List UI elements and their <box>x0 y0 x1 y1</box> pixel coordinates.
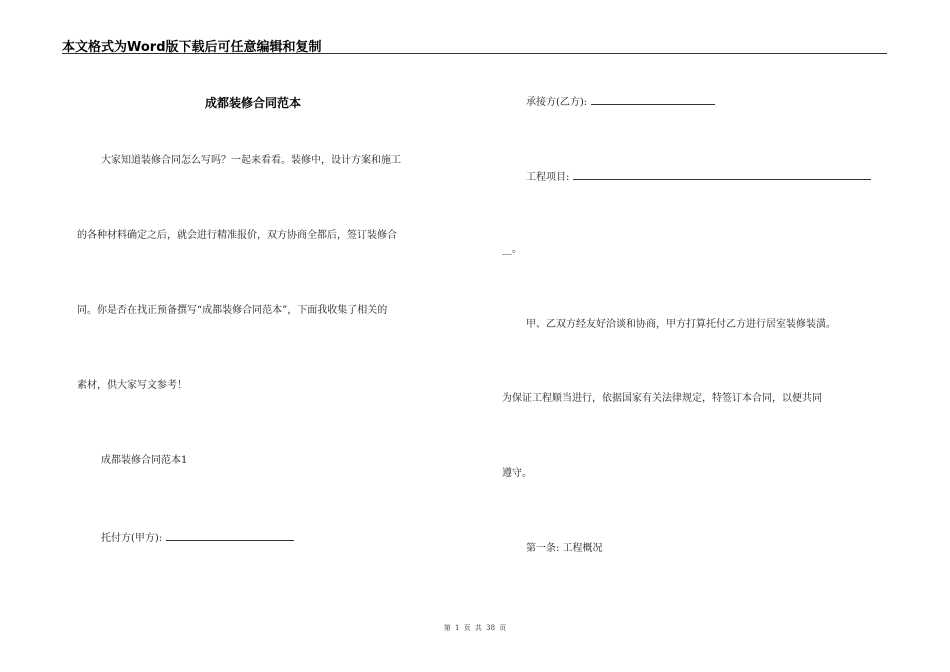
footer-current-page: 1 <box>454 624 460 632</box>
section-subtitle: 成都装修合同范本1 <box>101 455 188 466</box>
footer-total-word: 共 <box>474 624 482 632</box>
party-a-field <box>101 530 294 545</box>
paragraph-line: 大家知道装修合同怎么写吗？一起来看看。装修中，设计方案和施工 <box>101 155 401 166</box>
party-a-blank <box>166 530 294 541</box>
page-header: 本文格式为Word版下载后可任意编辑和复制 <box>62 40 322 55</box>
party-b-field <box>526 94 715 109</box>
party-b-blank <box>591 94 715 105</box>
article-heading: 第一条: 工程概况 <box>526 543 603 554</box>
project-tail: __。 <box>502 244 522 255</box>
party-a-label: 托付方(甲方): <box>101 533 163 544</box>
page-footer <box>0 623 950 633</box>
paragraph-line: 的各种材料确定之后，就会进行精准报价，双方协商全都后，签订装修合 <box>77 230 397 241</box>
header-rule <box>62 53 887 54</box>
footer-prefix: 第 <box>443 624 451 632</box>
paragraph-line: 同。你是否在找正预备撰写“成都装修合同范本”，下面我收集了相关的 <box>77 305 388 316</box>
paragraph-line: 素材，供大家写文参考！ <box>77 380 187 391</box>
project-field <box>526 169 871 184</box>
project-blank <box>573 169 871 180</box>
footer-total-pages: 38 <box>486 624 496 632</box>
footer-suffix: 页 <box>499 624 507 632</box>
project-label: 工程项目: <box>526 172 570 183</box>
paragraph-line: 甲、乙双方经友好洽谈和协商，甲方打算托付乙方进行居室装修装潢。 <box>526 319 836 330</box>
party-b-label: 承接方(乙方): <box>526 97 588 108</box>
paragraph-line: 为保证工程顺当进行，依据国家有关法律规定，特签订本合同，以便共同 <box>502 393 822 404</box>
footer-page-word: 页 <box>463 624 471 632</box>
document-title: 成都装修合同范本 <box>205 96 302 110</box>
paragraph-line: 遵守。 <box>502 468 532 479</box>
